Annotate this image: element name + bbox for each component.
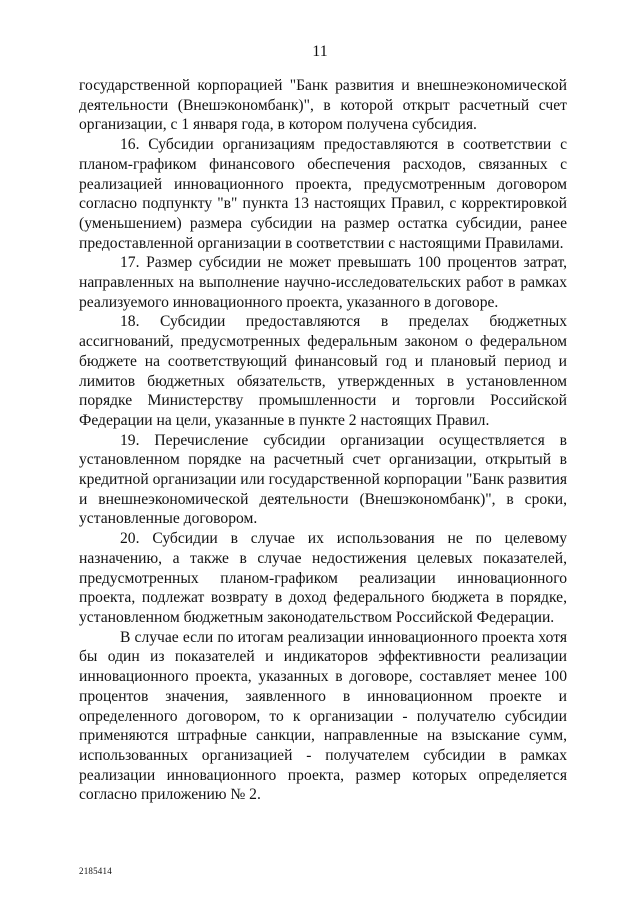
paragraph-20: 20. Субсидии в случае их использования не по целевому назначению, а также в случае недостижения целевых показателей, предусмотренных планом-графиком реализации инновационного проекта, подлежат возврату в доход федерального бюджета в порядке, установленном бюджетным законодательством Российской Федерации.	[79, 530, 567, 626]
paragraph-16: 16. Субсидии организациям предоставляются в соответствии с планом-графиком финансового обеспечения расходов, связанных с реализацией инновационного проекта, предусмотренным договором согласно подпункту "в" пункта 13 настоящих Правил, с корректировкой (уменьшением) размера субсидии на размер остатка субсидии, ранее предоставленной организации в соответствии с настоящими Правилами.	[79, 136, 567, 252]
page-number: 11	[312, 43, 328, 60]
document-body	[79, 76, 567, 805]
paragraph-17: 17. Размер субсидии не может превышать 100 процентов затрат, направленных на выполнение научно-исследовательских работ в рамках реализуемого инновационного проекта, указанного в договоре.	[79, 254, 567, 311]
paragraph-continuation: государственной корпорацией "Банк развития и внешнеэкономической деятельности (Внешэкономбанк)", в которой открыт расчетный счет организации, с 1 января года, в котором получена субсидия.	[79, 77, 567, 134]
document-code: 2185414	[79, 866, 112, 876]
paragraph-18: 18. Субсидии предоставляются в пределах бюджетных ассигнований, предусмотренных федеральным законом о федеральном бюджете на соответствующий финансовый год и плановый период и лимитов бюджетных обязательств, утвержденных в установленном порядке Министерству промышленности и торговли Российской Федерации на цели, указанные в пункте 2 настоящих Правил.	[79, 313, 567, 429]
paragraph-penalties: В случае если по итогам реализации инновационного проекта хотя бы один из показателей и индикаторов эффективности реализации инновационного проекта, указанных в договоре, составляет менее 100 процентов значения, заявленного в инновационном проекте и определенного договором, то к организации - получателю субсидии применяются штрафные санкции, направленные на взыскание сумм, использованных организацией - получателем субсидии в рамках реализации инновационного проекта, размер которых определяется согласно приложению № 2.	[79, 628, 567, 804]
paragraph-19: 19. Перечисление субсидии организации осуществляется в установленном порядке на расчетный счет организации, открытый в кредитной организации или государственной корпорации "Банк развития и внешнеэкономической деятельности (Внешэкономбанк)", в сроки, установленные договором.	[79, 431, 567, 528]
